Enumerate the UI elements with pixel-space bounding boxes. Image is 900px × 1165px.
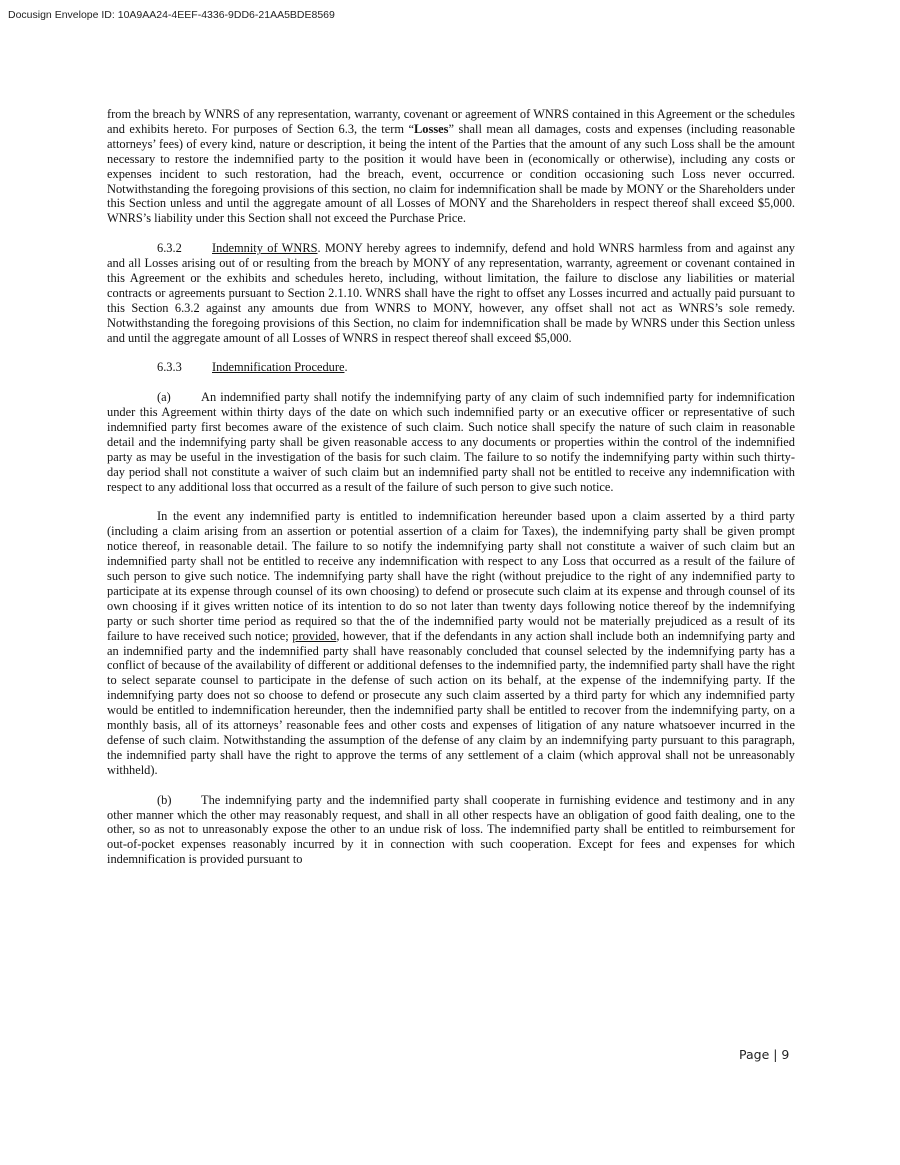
paragraph-text: In the event any indemnified party is entitled to indemnification hereunder based upon a claim asserted by a third party (including a claim arising from an assertion or potential assertion of a claim for Taxes), the indemnifying party shall be given prompt notice thereof, in reasonable detail. The failure to so notify the indemnifying party shall not constitute a waiver of such claim but an indemnified party shall not be entitled to receive any indemnification with respect to any Loss that occurred as a result of the failure of such person to give such notice. The indemnifying party shall have the right (without prejudice to the right of any indemnified party to participate at its expense through counsel of its own choosing) to defend or prosecute such claim at its expense and through counsel of its own choosing if it gives written notice of its intention to do so not later than twenty days following notice thereof by the indemnifying party or such shorter time period as required so that the of the indemnified party would not be materially prejudiced as a result of its failure to have received such notice; <box>107 509 795 643</box>
paragraph-text: , however, that if the defendants in any action shall include both an indemnifying party and an indemnified party and the indemnified party shall have reasonably concluded that counsel selected by the indemnifying party has a conflict of because of the availability of different or additional defenses to the indemnified party, the indemnified party shall have the right to select separate counsel to participate in the defense of such action on its behalf, at the expense of the indemnifying party. If the indemnifying party does not so choose to defend or prosecute any such claim asserted by a third party for which any indemnified party would be entitled to indemnification hereunder, then the indemnified party shall be entitled to recover from the indemnifying party, on a monthly basis, all of its attorneys’ reasonable fees and other costs and expenses of litigation of any nature whatsoever incurred in the defense of such claim. Notwithstanding the assumption of the defense of any claim by an indemnifying party pursuant to this paragraph, the indemnified party shall have the right to approve the terms of any settlement of a claim (which approval shall not be unreasonably withheld). <box>107 628 795 777</box>
section-title: Indemnity of WNRS <box>212 241 318 256</box>
paragraph-text: ” shall mean all damages, costs and expenses (including reasonable attorneys’ fees) of every kind, nature or description, it being the intent of the Parties that the amount of any such Loss shall be the amount necessary to restore the indemnified party to the position it would have been in (economically or otherwise), including any costs or expenses incident to such restoration, had the breach, event, occurrence or condition occasioning such Loss never occurred. Notwithstanding the foregoing provisions of this section, no claim for indemnification shall be made by MONY or the Shareholders under this Section unless and until the aggregate amount of all Losses of MONY and the Shareholders in respect thereof shall exceed $5,000. WNRS’s liability under this Section shall not exceed the Purchase Price. <box>107 121 796 226</box>
defined-term-losses: Losses <box>414 121 449 136</box>
paragraph-text: from the breach by WNRS of any representation, warranty, covenant or agreement of WNRS contained in this Agreement or the schedules and exhibits hereto. For purposes of Section 6.3, the term “ <box>107 107 795 136</box>
section-text: . MONY hereby agrees to indemnify, defend and hold WNRS harmless from and against any and all Losses arising out of or resulting from the breach by MONY of any representation, warranty, agreement or covenant contained in this Agreement or the exhibits and schedules hereto, including, without limitation, the failure to disclose any liabilities or material contracts or agreements pursuant to Section 2.1.10. WNRS shall have the right to offset any Losses incurred and actually paid pursuant to this Section 6.3.2 against any amounts due from WNRS to MONY, however, any offset shall not act as WNRS’s sole remedy. Notwithstanding the foregoing provisions of this Section, no claim for indemnification shall be made by WNRS under this Section unless and until the aggregate amount of all Losses of WNRS in respect thereof shall exceed $5,000. <box>107 241 795 345</box>
paragraph-third-party-claims <box>107 509 795 777</box>
clause-label: (a) <box>157 390 171 405</box>
section-number: 6.3.2 <box>157 241 182 256</box>
page-number: Page | 9 <box>739 1047 790 1062</box>
clause-b <box>107 793 795 868</box>
section-number: 6.3.3 <box>157 360 182 375</box>
provided-term: provided <box>292 628 337 643</box>
clause-text: An indemnified party shall notify the indemnifying party of any claim of such indemnified party for indemnification under this Agreement within thirty days of the date on which such indemnified party or an executive officer or representative of such indemnified party first becomes aware of the existence of such claim. Such notice shall specify the nature of such claim in reasonable detail and the indemnifying party shall be given reasonable access to any documents or properties within the control of the indemnified party as may be useful in the investigation of the basis for such claim. The failure to so notify the indemnifying party within such thirty-day period shall not constitute a waiver of such claim but an indemnified party shall not be entitled to receive any indemnification with respect to any additional loss that occurred as a result of the failure of such person to give such notice. <box>107 390 795 494</box>
clause-a <box>107 390 795 494</box>
clause-label: (b) <box>157 792 172 807</box>
clause-text: The indemnifying party and the indemnified party shall cooperate in furnishing evidence and testimony and in any other manner which the other may reasonably request, and shall in all other respects have an obligation of good faith dealing, one to the other, so as not to unreasonably expose the other to an undue risk of loss. The indemnified party shall be entitled to reimbursement for out-of-pocket expenses reasonably incurred by it in connection with such cooperation. Except for fees and expenses for which indemnification is provided pursuant to <box>107 792 795 867</box>
section-6-3-3-heading <box>107 360 795 375</box>
section-title: Indemnification Procedure <box>212 360 345 375</box>
paragraph-losses-definition <box>107 107 795 226</box>
docusign-envelope-id: Docusign Envelope ID: 10A9AA24-4EEF-4336-9DD6-21AA5BDE8569 <box>8 9 335 21</box>
page-body <box>107 107 795 882</box>
section-6-3-2 <box>107 241 795 345</box>
section-title-period: . <box>344 360 348 375</box>
